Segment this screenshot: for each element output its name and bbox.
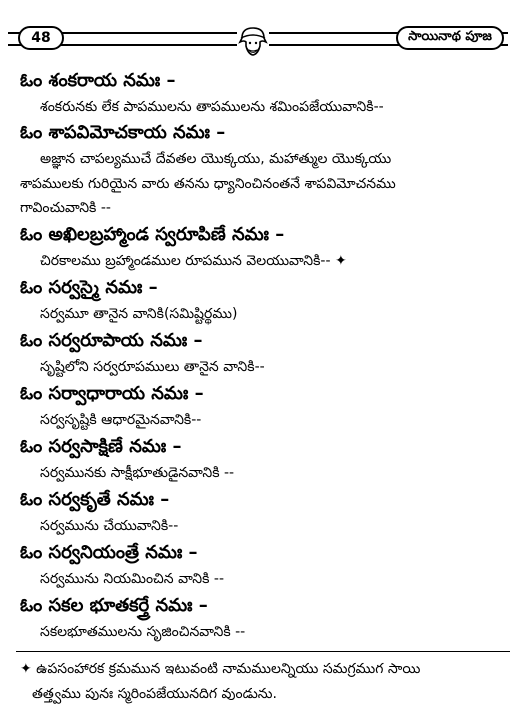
mantra-heading: ఓం శాపవిమోచకాయ నమః –: [20, 122, 226, 143]
page-number: 48: [18, 26, 64, 50]
portrait-icon: [236, 24, 270, 58]
footnote-divider: [16, 651, 510, 652]
mantra-description: సకలభూతములను సృజించినవానికి --: [40, 624, 246, 640]
mantra-description: సర్వమును నియమించిన వానికి --: [40, 571, 224, 587]
mantra-heading: ఓం సర్వరూపాయ నమః –: [20, 330, 203, 351]
mantra-heading: ఓం సర్వకృతే నమః –: [20, 489, 170, 510]
mantra-description: గావించువానికి --: [20, 200, 111, 216]
mantra-description: శాపములకు గురియైన వారు తనను ధ్యానించినంతనే శాపవిమోచనము: [20, 176, 396, 192]
mantra-heading: ఓం సకల భూతకర్త్రే నమః –: [20, 595, 208, 616]
mantra-description: సర్వసృష్టికి ఆధారమైనవానికి--: [40, 412, 202, 428]
mantra-heading: ఓం సర్వాధారాయ నమః –: [20, 383, 204, 404]
page-header: [8, 24, 508, 58]
mantra-heading: ఓం శంకరాయ నమః –: [20, 70, 176, 91]
footnote-line: ✦ ఉపసంహారక క్రమమున ఇటువంటి నామములన్నియు సమగ్రముగ సాయి: [20, 661, 421, 677]
mantra-description: సృష్టిలోని సర్వరూపములు తానైన వానికి--: [40, 359, 265, 375]
footnote-line: తత్త్వము పునః స్మరింపజేయునదిగ వుండును.: [32, 686, 277, 702]
mantra-description: చిరకాలము బ్రహ్మాండముల రూపమున వెలయువానికి-- ✦: [40, 253, 347, 269]
mantra-description: సర్వమునకు సాక్షీభూతుడైనవానికి --: [40, 465, 235, 481]
mantra-description: శంకరునకు లేక పాపములను తాపములను శమింపజేయువానికి--: [40, 99, 384, 115]
mantra-heading: ఓం సర్వనియంత్రే నమః –: [20, 542, 198, 563]
mantra-description: అజ్ఞాన చాపల్యముచే దేవతల యొక్కయు, మహాత్ముల యొక్కయు: [40, 151, 392, 167]
mantra-heading: ఓం అఖిలబ్రహ్మాండ స్వరూపిణే నమః –: [20, 224, 285, 245]
running-title: సాయినాథ పూజ: [396, 26, 504, 50]
mantra-description: సర్వమును చేయువానికి--: [40, 518, 179, 534]
mantra-description: సర్వమూ తానైన వానికి(సమిష్టిర్థము): [40, 306, 238, 322]
mantra-heading: ఓం సర్వస్మై నమః –: [20, 277, 158, 298]
mantra-heading: ఓం సర్వసాక్షిణే నమః –: [20, 436, 182, 457]
